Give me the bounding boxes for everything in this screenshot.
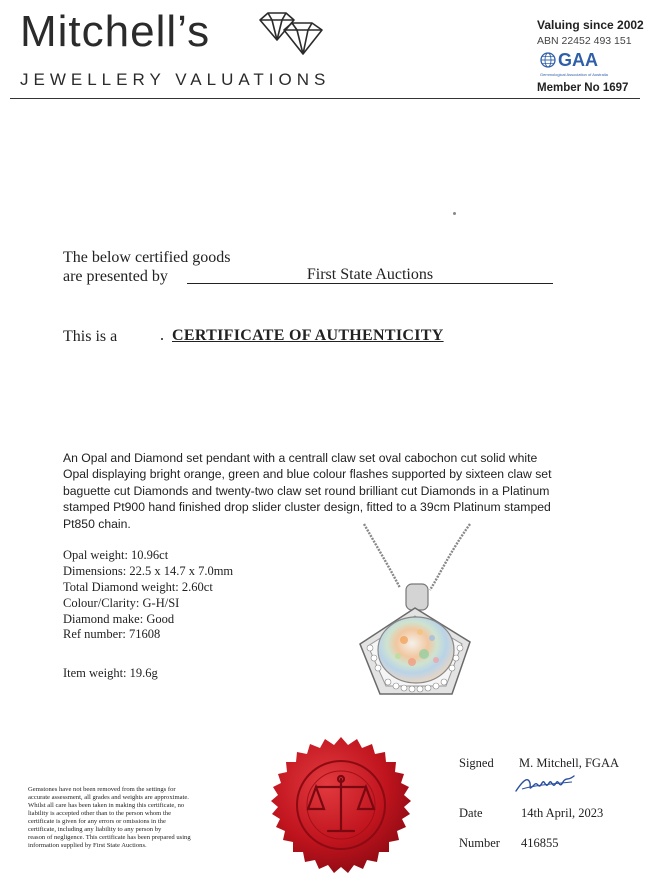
intro-line-1: The below certified goods	[63, 249, 231, 266]
valuing-since: Valuing since 2002	[537, 18, 644, 32]
signed-value: M. Mitchell, FGAA	[519, 756, 619, 770]
wax-seal-scales-icon	[256, 735, 426, 875]
intro-line-2: are presented by	[63, 268, 168, 286]
header-divider	[10, 98, 640, 99]
gaa-globe-icon	[540, 52, 556, 68]
member-number: Member No 1697	[537, 82, 629, 94]
item-description: An Opal and Diamond set pendant with a centrall claw set oval cabochon cut solid white Opal displaying bright orange, green and blue colour flashes supported by sixteen claw set baguette cut Diamonds and twenty-two claw set round brilliant cut Diamonds in a Platinum stamped Pt900 hand finished drop slider cluster design, fitted to a 39cm Platinum stamped Pt850 chain.	[63, 451, 552, 531]
certificate-prefix: This is a	[63, 328, 118, 345]
gaa-logo-caption: Gemmological Association of Australia	[540, 72, 608, 77]
presented-by-name: First State Auctions	[306, 266, 434, 283]
spec-dimensions: Dimensions: 22.5 x 14.7 x 7.0mm	[63, 563, 234, 578]
disclaimer-line: certificate is given for any errors or omissions in the	[28, 818, 166, 826]
handwritten-signature-icon	[512, 773, 582, 797]
spec-diamond-make: Diamond make: Good	[63, 611, 175, 626]
pendant-photo	[340, 522, 490, 714]
brand-subtitle: JEWELLERY VALUATIONS	[20, 70, 331, 89]
certificate-number-value: 416855	[521, 836, 559, 850]
certificate-title: CERTIFICATE OF AUTHENTICITY	[172, 327, 444, 344]
brand-name: Mitchell’s	[20, 7, 211, 56]
date-value: 14th April, 2023	[521, 806, 604, 820]
diamond-logo-icon	[256, 10, 328, 58]
stray-dot	[453, 212, 456, 215]
spec-total-diamond-weight: Total Diamond weight: 2.60ct	[63, 579, 213, 594]
spec-ref-number: Ref number: 71608	[63, 627, 161, 642]
disclaimer-line: Whilst all care has been taken in making this certificate, no	[28, 802, 185, 810]
disclaimer-line: liability is accepted other than to the person whom the	[28, 810, 172, 818]
gaa-logo-text: GAA	[558, 50, 598, 70]
disclaimer	[28, 786, 238, 850]
disclaimer-line: information supplied by First State Auctions.	[28, 842, 147, 850]
disclaimer-line: reason of negligence. This certificate has been prepared using	[28, 834, 191, 842]
disclaimer-line: accurate assessment, all grades and weights are approximate.	[28, 794, 189, 802]
abn-number: ABN 22452 493 151	[537, 35, 632, 47]
tiny-dot	[161, 338, 163, 340]
spec-opal-weight: Opal weight: 10.96ct	[63, 548, 169, 562]
spec-list	[63, 548, 233, 643]
presented-by-underline	[187, 283, 553, 284]
spec-item-weight: Item weight: 19.6g	[63, 666, 158, 680]
disclaimer-line: Gemstones have not been removed from the settings for	[28, 786, 176, 793]
spec-colour-clarity: Colour/Clarity: G-H/SI	[63, 595, 180, 610]
date-label: Date	[459, 806, 483, 820]
disclaimer-line: certificate, including any liability to any person by	[28, 826, 162, 834]
certificate-number-label: Number	[459, 836, 500, 850]
signed-label: Signed	[459, 756, 494, 770]
